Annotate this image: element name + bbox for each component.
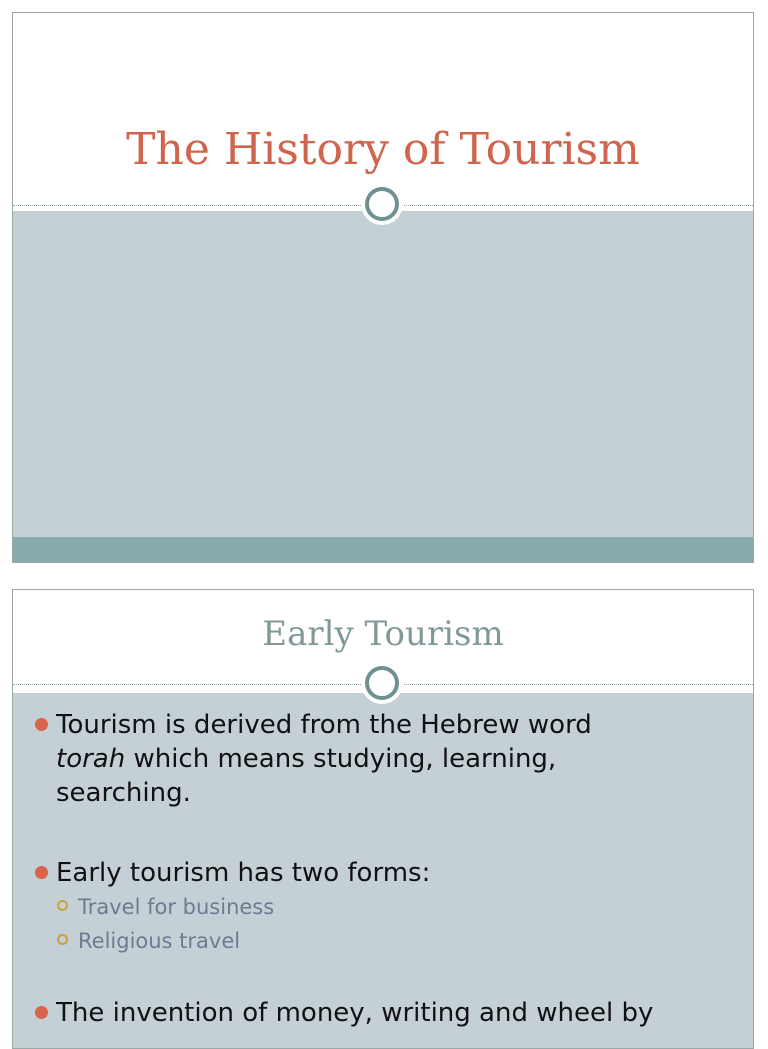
- bullet-item: [13, 996, 753, 1030]
- content-area: [13, 211, 753, 537]
- sub-bullet-ring-icon: [57, 934, 68, 945]
- sub-bullet-item: [13, 924, 753, 958]
- bullet-dot-icon: [35, 718, 48, 731]
- circle-ornament-icon: [365, 666, 399, 700]
- bullet-line: searching.: [56, 778, 191, 808]
- footer-bar: [13, 537, 753, 563]
- title-area: [13, 13, 753, 211]
- bullet-text: The invention of money, writing and wheel by: [56, 998, 654, 1028]
- bullet-line: Tourism is derived from the Hebrew word: [56, 710, 592, 740]
- spacer: [13, 958, 753, 996]
- bullet-item: [13, 708, 753, 810]
- bullet-italic-word: torah: [56, 744, 126, 774]
- slide-title: Early Tourism: [262, 614, 504, 654]
- sub-bullet-text: Travel for business: [78, 895, 275, 919]
- bullet-text: Early tourism has two forms:: [56, 858, 431, 888]
- bullet-dot-icon: [35, 1006, 48, 1019]
- slide-1: [12, 12, 754, 563]
- bullet-item: [13, 856, 753, 890]
- sub-bullet-text: Religious travel: [78, 929, 241, 953]
- bullet-dot-icon: [35, 866, 48, 879]
- bullet-list: [13, 708, 753, 1030]
- slide-title: The History of Tourism: [126, 124, 640, 175]
- sub-bullet-item: [13, 890, 753, 924]
- bullet-line: which means studying, learning,: [125, 744, 557, 774]
- circle-ornament-icon: [365, 187, 399, 221]
- spacer: [13, 810, 753, 856]
- sub-bullet-ring-icon: [57, 900, 68, 911]
- slide-2: [12, 589, 754, 1049]
